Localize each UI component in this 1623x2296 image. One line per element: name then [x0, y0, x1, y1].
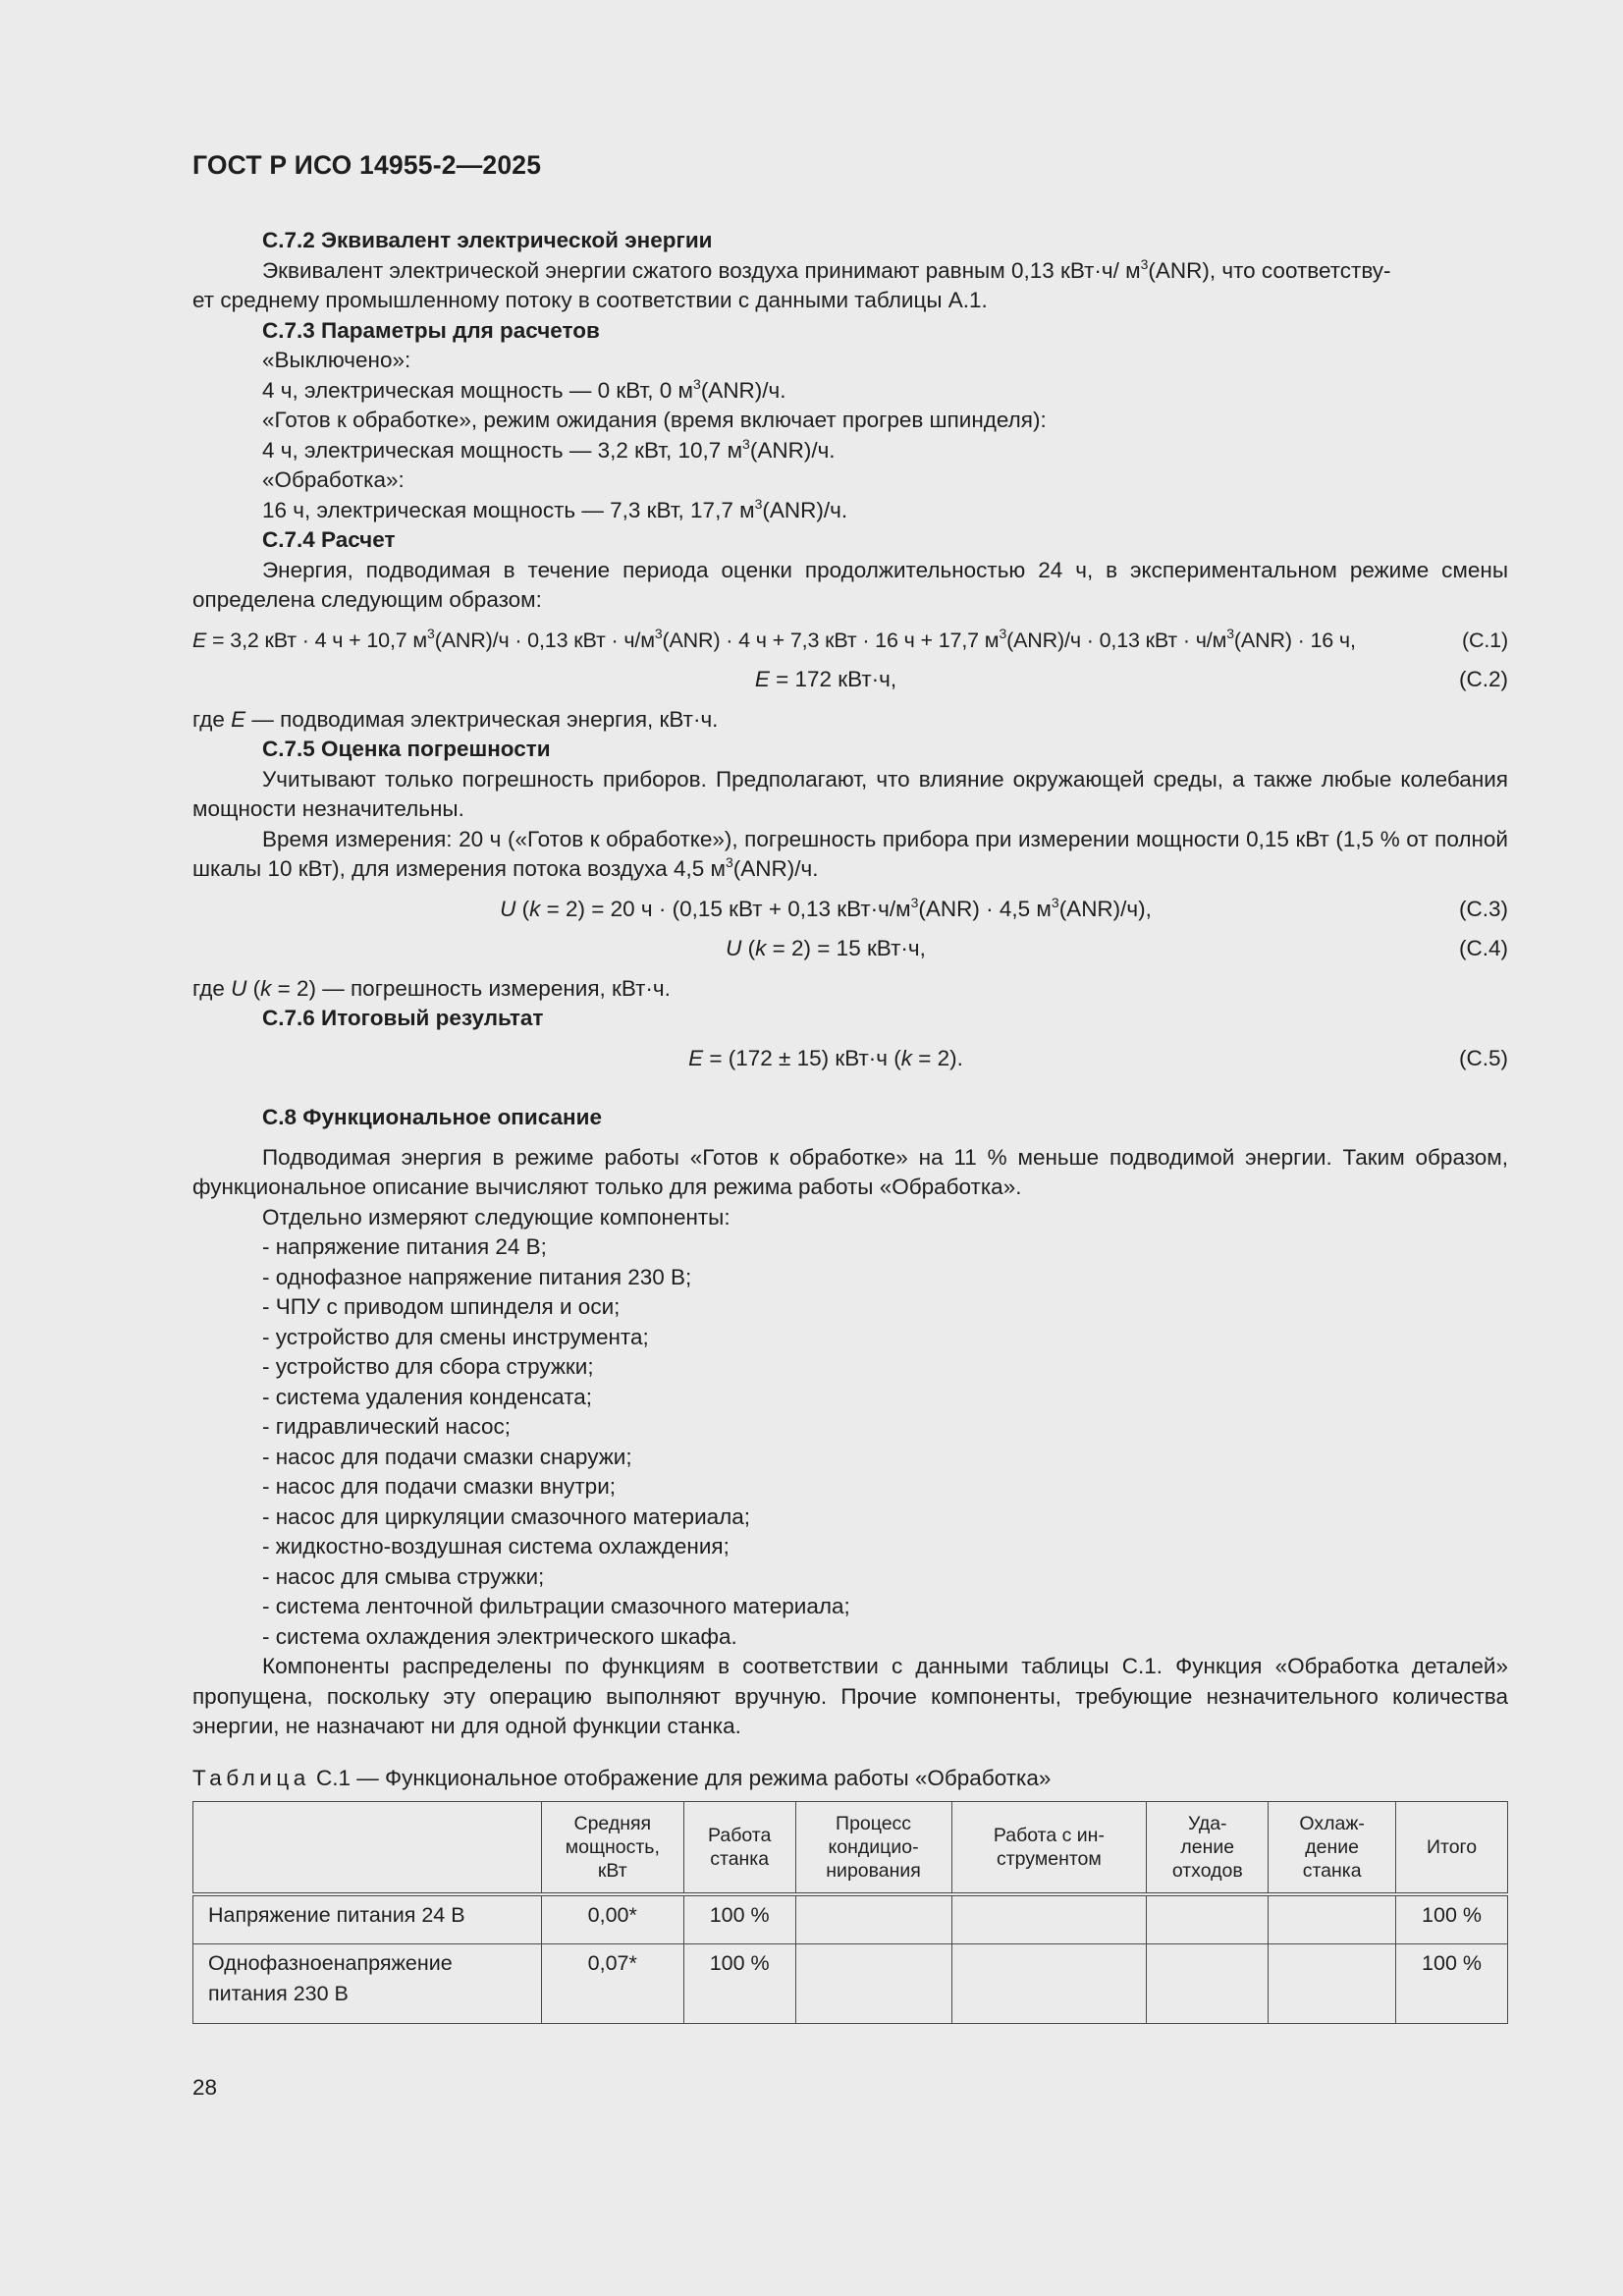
- table-cell-power: 0,00*: [541, 1894, 683, 1944]
- table-cell-process: [795, 1944, 951, 2024]
- table-row: [193, 1894, 1508, 1944]
- list-item: - система ленточной фильтрации смазочного материала;: [262, 1594, 850, 1618]
- table-cell-machine: 100 %: [683, 1894, 795, 1944]
- list-item: - система удаления конденсата;: [262, 1384, 593, 1409]
- table-header-waste: Уда- ление отходов: [1147, 1802, 1269, 1895]
- formula-c1: [192, 626, 1508, 656]
- section-c8-text2: Компоненты распределены по функциям в соответствии с данными таблицы С.1. Функция «Обработка деталей» пропущена, поскольку эту операцию выполняют вручную. Прочие компоненты, требующие незначительного количества энергии, не назначают ни для одной функции станка.: [192, 1654, 1508, 1738]
- page-number: 28: [192, 2075, 218, 2100]
- table-header-tool: Работа с ин- струментом: [951, 1802, 1147, 1895]
- table-cell-total: 100 %: [1396, 1944, 1508, 2024]
- table-header-machine: Работа станка: [683, 1802, 795, 1895]
- formula-c2-number: (С.2): [1459, 667, 1508, 691]
- table-header-total: Итого: [1396, 1802, 1508, 1895]
- mode-ready-label: «Готов к обработке», режим ожидания (время включает прогрев шпинделя):: [262, 408, 1047, 432]
- section-c72-text-cont: ет среднему промышленному потоку в соответствии с данными таблицы А.1.: [192, 288, 988, 312]
- formula-c2-where: где E — подводимая электрическая энергия, кВт·ч.: [192, 706, 719, 732]
- table-cell-process: [795, 1894, 951, 1944]
- list-item: - напряжение питания 24 В;: [262, 1234, 547, 1259]
- list-item: - насос для смыва стружки;: [262, 1563, 545, 1589]
- table-cell-tool: [951, 1894, 1147, 1944]
- section-c8-text1: Подводимая энергия в режиме работы «Готов к обработке» на 11 % меньше подводимой энергии. Таким образом, функциональное описание вычисляют только для режима работы «Обработка».: [192, 1144, 1508, 1199]
- formula-c4-where: где U (k = 2) — погрешность измерения, кВт·ч.: [192, 975, 671, 1001]
- table-cell-power: 0,07*: [541, 1944, 683, 2024]
- table-header-row: [193, 1802, 1508, 1895]
- formula-c4-expression: U (k = 2) = 15 кВт·ч,: [726, 936, 926, 960]
- function-table: [192, 1801, 1508, 2024]
- list-item: - гидравлический насос;: [262, 1414, 511, 1439]
- section-c74-title: С.7.4 Расчет: [262, 527, 396, 552]
- formula-c4-number: (С.4): [1459, 936, 1508, 960]
- component-list: [192, 1232, 1508, 1652]
- section-c73-title: С.7.3 Параметры для расчетов: [262, 317, 600, 343]
- formula-c2-expression: E = 172 кВт·ч,: [754, 667, 897, 691]
- formula-c5-expression: E = (172 ± 15) кВт·ч (k = 2).: [688, 1045, 963, 1070]
- document-body: [192, 226, 1508, 2024]
- formula-c1-expression: E = 3,2 кВт · 4 ч + 10,7 $м^3(ANR)/ч \cdot 0,13$ кВт · $ч/м^3(ANR) \cdot 4$ ч + 7,3 кВт · 16 ч + 17,7 $м^3(ANR)/ч \cdot 0,13$ кВт · $ч/м^3(ANR) \cdot 16$ ч,: [192, 625, 1356, 652]
- table-caption: Таблица С.1 — Функциональное отображение для режима работы «Обработка»: [192, 1765, 1052, 1790]
- list-item: - ЧПУ с приводом шпинделя и оси;: [262, 1294, 621, 1319]
- table-cell-label: Напряжение питания 24 В: [193, 1894, 542, 1944]
- list-item: - устройство для сбора стружки;: [262, 1354, 594, 1379]
- formula-c3-number: (С.3): [1459, 896, 1508, 921]
- section-c74-text: Энергия, подводимая в течение периода оценки продолжительностью 24 ч, в экспериментальном режиме смены определена следующим образом:: [192, 557, 1508, 612]
- table-cell-waste: [1147, 1944, 1269, 2024]
- section-c75-title: С.7.5 Оценка погрешности: [262, 737, 551, 761]
- section-c72-title: С.7.2 Эквивалент электрической энергии: [262, 228, 713, 252]
- table-row: [193, 1944, 1508, 2024]
- table-header-label: [193, 1802, 542, 1895]
- mode-ready-value: 4 ч, электрическая мощность — 3,2 кВт, 10,7 $м^3(ANR)/ч$.: [262, 435, 836, 463]
- formula-c5: [192, 1044, 1508, 1074]
- list-item: - жидкостно-воздушная система охлаждения;: [262, 1534, 730, 1558]
- table-cell-cooling: [1269, 1944, 1396, 2024]
- table-cell-total: 100 %: [1396, 1894, 1508, 1944]
- list-item: - устройство для смены инструмента;: [262, 1324, 649, 1349]
- section-c8-title: С.8 Функциональное описание: [262, 1105, 602, 1129]
- section-c76-title: С.7.6 Итоговый результат: [262, 1006, 544, 1030]
- component-list-intro: Отдельно измеряют следующие компоненты:: [262, 1204, 730, 1230]
- mode-off-label: «Выключено»:: [262, 348, 411, 372]
- mode-off-value: 4 ч, электрическая мощность — 0 кВт, 0 $м^3(ANR)/ч$.: [262, 375, 786, 403]
- list-item: - насос для подачи смазки внутри;: [262, 1474, 617, 1499]
- formula-c2: [192, 665, 1508, 695]
- list-item: - насос для подачи смазки снаружи;: [262, 1444, 632, 1469]
- table-cell-cooling: [1269, 1894, 1396, 1944]
- list-item: - насос для циркуляции смазочного материала;: [262, 1503, 751, 1529]
- table-header-cooling: Охлаж- дение станка: [1269, 1802, 1396, 1895]
- list-item: - система охлаждения электрического шкафа.: [262, 1623, 737, 1649]
- section-c75-text2: Время измерения: 20 ч («Готов к обработке»), погрешность прибора при измерении мощности 0,15 кВт (1,5 % от полной шкалы 10 кВт), для измерения потока воздуха 4,5 $м^3(ANR)/ч$.: [192, 826, 1508, 881]
- formula-c5-number: (С.5): [1459, 1045, 1508, 1070]
- table-cell-waste: [1147, 1894, 1269, 1944]
- formula-c3-expression: U (k = 2) = 20 ч · (0,15 кВт + 0,13 $кВт\cdot ч/м^3(ANR) \cdot 4,5$ $м^3(ANR)/ч$),: [500, 894, 1152, 921]
- list-item: - однофазное напряжение питания 230 В;: [262, 1264, 692, 1289]
- table-cell-tool: [951, 1944, 1147, 2024]
- formula-c1-number: (С.1): [1461, 628, 1508, 652]
- mode-processing-value: 16 ч, электрическая мощность — 7,3 кВт, 17,7 $м^3(ANR)/ч$.: [262, 495, 848, 522]
- section-c72-text: Эквивалент электрической энергии сжатого воздуха принимают равным 0,13 кВт·ч/ $м^3(ANR)$, что соответству-: [262, 255, 1391, 283]
- table-header-process: Процесс кондицио- нирования: [795, 1802, 951, 1895]
- document-header: ГОСТ Р ИСО 14955-2—2025: [192, 150, 542, 180]
- table-cell-label: Однофазноенапряжение питания 230 В: [193, 1944, 542, 2024]
- formula-c3: [192, 895, 1508, 925]
- section-c75-text1: Учитывают только погрешность приборов. Предполагают, что влияние окружающей среды, а также любые колебания мощности незначительны.: [192, 766, 1508, 821]
- table-cell-machine: 100 %: [683, 1944, 795, 2024]
- formula-c4: [192, 934, 1508, 964]
- table-header-power: Средняя мощность, кВт: [541, 1802, 683, 1895]
- mode-processing-label: «Обработка»:: [262, 467, 405, 492]
